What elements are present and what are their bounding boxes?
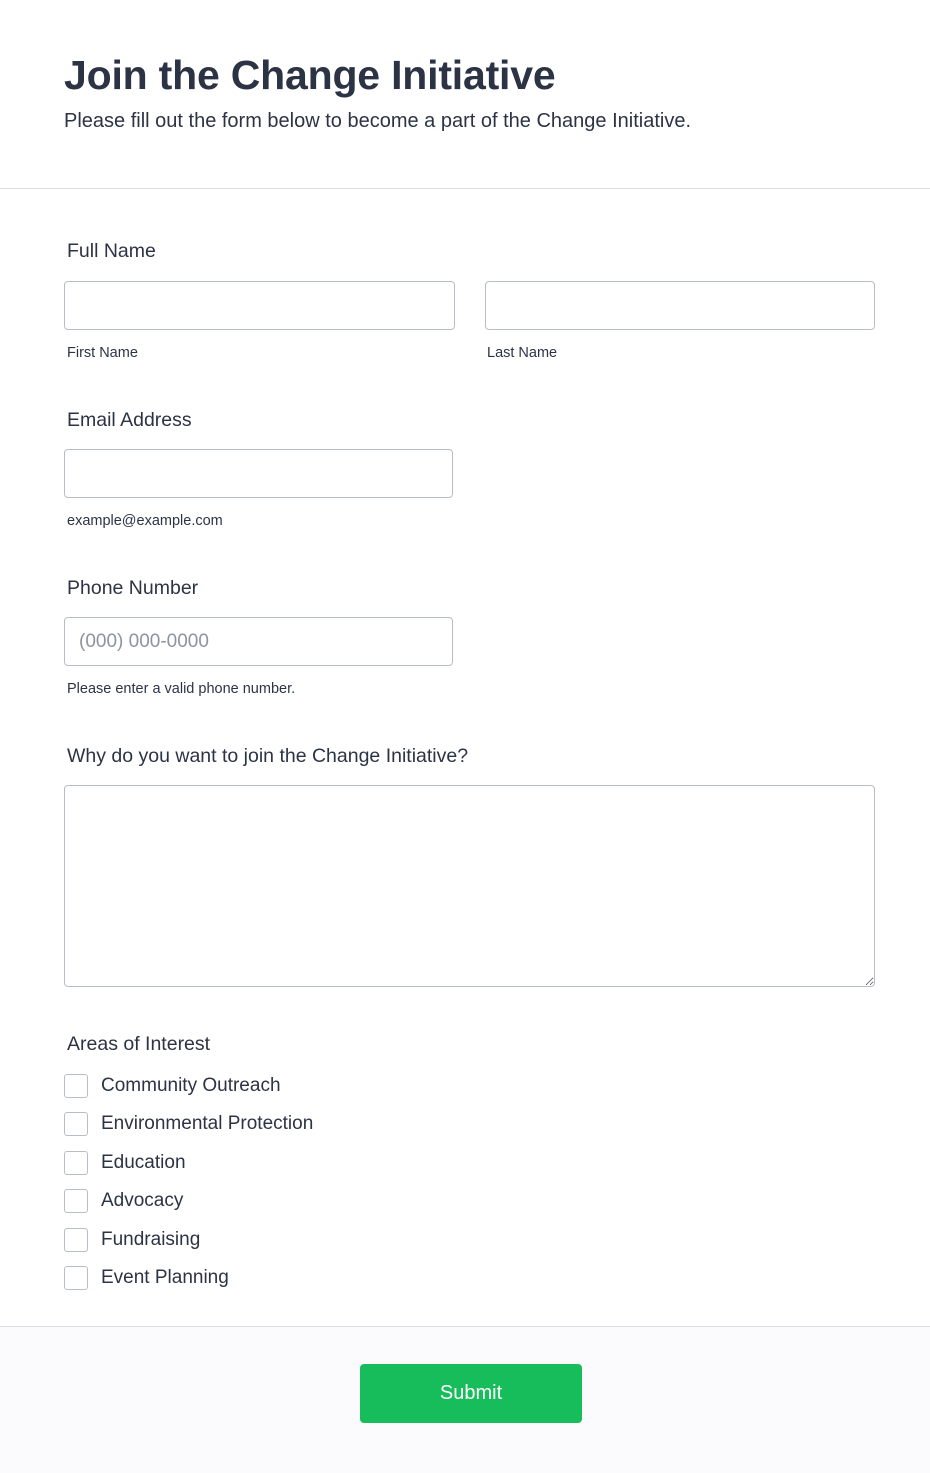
email-input[interactable] bbox=[64, 449, 453, 498]
footer-divider bbox=[0, 1326, 930, 1327]
last-name-sublabel: Last Name bbox=[487, 345, 558, 361]
interest-option[interactable] bbox=[64, 1151, 186, 1175]
checkbox[interactable] bbox=[64, 1266, 88, 1290]
interest-option[interactable] bbox=[64, 1189, 183, 1213]
interest-option[interactable] bbox=[64, 1228, 200, 1252]
interest-option-label: Community Outreach bbox=[101, 1075, 281, 1096]
why-textarea[interactable] bbox=[64, 785, 875, 987]
why-label: Why do you want to join the Change Initiative? bbox=[67, 745, 469, 767]
last-name-input[interactable] bbox=[485, 281, 875, 330]
first-name-input[interactable] bbox=[64, 281, 455, 330]
checkbox[interactable] bbox=[64, 1151, 88, 1175]
checkbox[interactable] bbox=[64, 1228, 88, 1252]
interest-option[interactable] bbox=[64, 1074, 281, 1098]
checkbox[interactable] bbox=[64, 1189, 88, 1213]
page-title: Join the Change Initiative bbox=[64, 52, 556, 98]
checkbox[interactable] bbox=[64, 1112, 88, 1136]
phone-sublabel: Please enter a valid phone number. bbox=[67, 681, 296, 697]
submit-button[interactable]: Submit bbox=[360, 1364, 582, 1423]
email-sublabel: example@example.com bbox=[67, 513, 223, 529]
interest-option-label: Environmental Protection bbox=[101, 1113, 314, 1135]
full-name-label: Full Name bbox=[67, 240, 156, 262]
interest-option[interactable] bbox=[64, 1266, 229, 1290]
interests-label: Areas of Interest bbox=[67, 1033, 211, 1055]
phone-input[interactable] bbox=[64, 617, 453, 666]
interest-option[interactable] bbox=[64, 1112, 313, 1136]
checkbox[interactable] bbox=[64, 1074, 88, 1098]
first-name-sublabel: First Name bbox=[67, 345, 138, 361]
interest-option-label: Event Planning bbox=[101, 1267, 229, 1288]
header-divider bbox=[0, 188, 930, 189]
email-label: Email Address bbox=[67, 409, 192, 431]
page-subtitle: Please fill out the form below to become a part of the Change Initiative. bbox=[64, 110, 692, 132]
phone-label: Phone Number bbox=[67, 577, 199, 599]
interest-option-label: Advocacy bbox=[101, 1190, 184, 1212]
interest-option-label: Education bbox=[101, 1151, 186, 1173]
interest-option-label: Fundraising bbox=[101, 1228, 201, 1250]
